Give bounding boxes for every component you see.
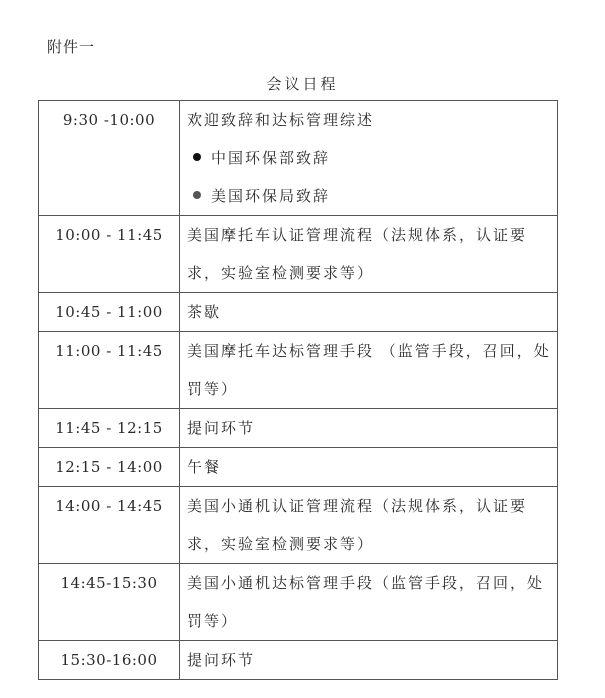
bullet-icon: [193, 153, 201, 161]
time-cell: [39, 101, 180, 216]
schedule-table: [38, 100, 558, 680]
topic-text: 美国小通机认证管理流程（法规体系，认证要求，实验室检测要求等）: [187, 497, 528, 553]
topic-text: 午餐: [187, 458, 222, 476]
time-text: 15:30-16:00: [60, 651, 158, 669]
list-item: [187, 177, 553, 215]
topic-cell: [180, 641, 558, 680]
time-cell: [39, 448, 180, 487]
time-text: 14:00 - 14:45: [55, 497, 163, 515]
topic-cell: [180, 487, 558, 564]
bullet-text: 美国环保局致辞: [211, 187, 331, 205]
topic-text: 欢迎致辞和达标管理综述: [187, 111, 375, 129]
table-row: [39, 448, 558, 487]
topic-cell: [180, 448, 558, 487]
bullet-text: 中国环保部致辞: [211, 149, 331, 167]
topic-cell: [180, 409, 558, 448]
bullet-icon: [193, 191, 201, 199]
topic-text: 提问环节: [187, 651, 256, 669]
topic-cell: [180, 332, 558, 409]
page-title: 会议日程: [266, 75, 339, 93]
time-text: 9:30 -10:00: [62, 111, 156, 129]
time-cell: [39, 641, 180, 680]
table-row: [39, 101, 558, 216]
time-cell: [39, 487, 180, 564]
time-text: 11:00 - 11:45: [55, 342, 163, 360]
table-row: [39, 293, 558, 332]
time-text: 10:45 - 11:00: [55, 303, 163, 321]
topic-text: 美国摩托车达标管理手段 （监管手段，召回，处罚等）: [187, 342, 551, 398]
topic-text: 提问环节: [187, 419, 256, 437]
topic-cell: [180, 293, 558, 332]
topic-cell: [180, 216, 558, 293]
time-text: 11:45 - 12:15: [55, 419, 163, 437]
table-row: [39, 332, 558, 409]
time-text: 14:45-15:30: [60, 574, 158, 592]
time-cell: [39, 564, 180, 641]
topic-text: 美国小通机达标管理手段（监管手段，召回，处罚等）: [187, 574, 545, 630]
table-row: [39, 487, 558, 564]
topic-cell: [180, 101, 558, 216]
table-row: [39, 641, 558, 680]
list-item: [187, 139, 553, 177]
time-text: 12:15 - 14:00: [55, 458, 163, 476]
attachment-label: 附件一: [47, 38, 96, 56]
time-cell: [39, 293, 180, 332]
table-row: [39, 564, 558, 641]
time-cell: [39, 332, 180, 409]
time-cell: [39, 216, 180, 293]
time-text: 10:00 - 11:45: [55, 226, 163, 244]
topic-cell: [180, 564, 558, 641]
table-row: [39, 409, 558, 448]
table-row: [39, 216, 558, 293]
topic-text: 美国摩托车认证管理流程（法规体系，认证要求，实验室检测要求等）: [187, 226, 528, 282]
time-cell: [39, 409, 180, 448]
topic-text: 茶歇: [187, 303, 222, 321]
